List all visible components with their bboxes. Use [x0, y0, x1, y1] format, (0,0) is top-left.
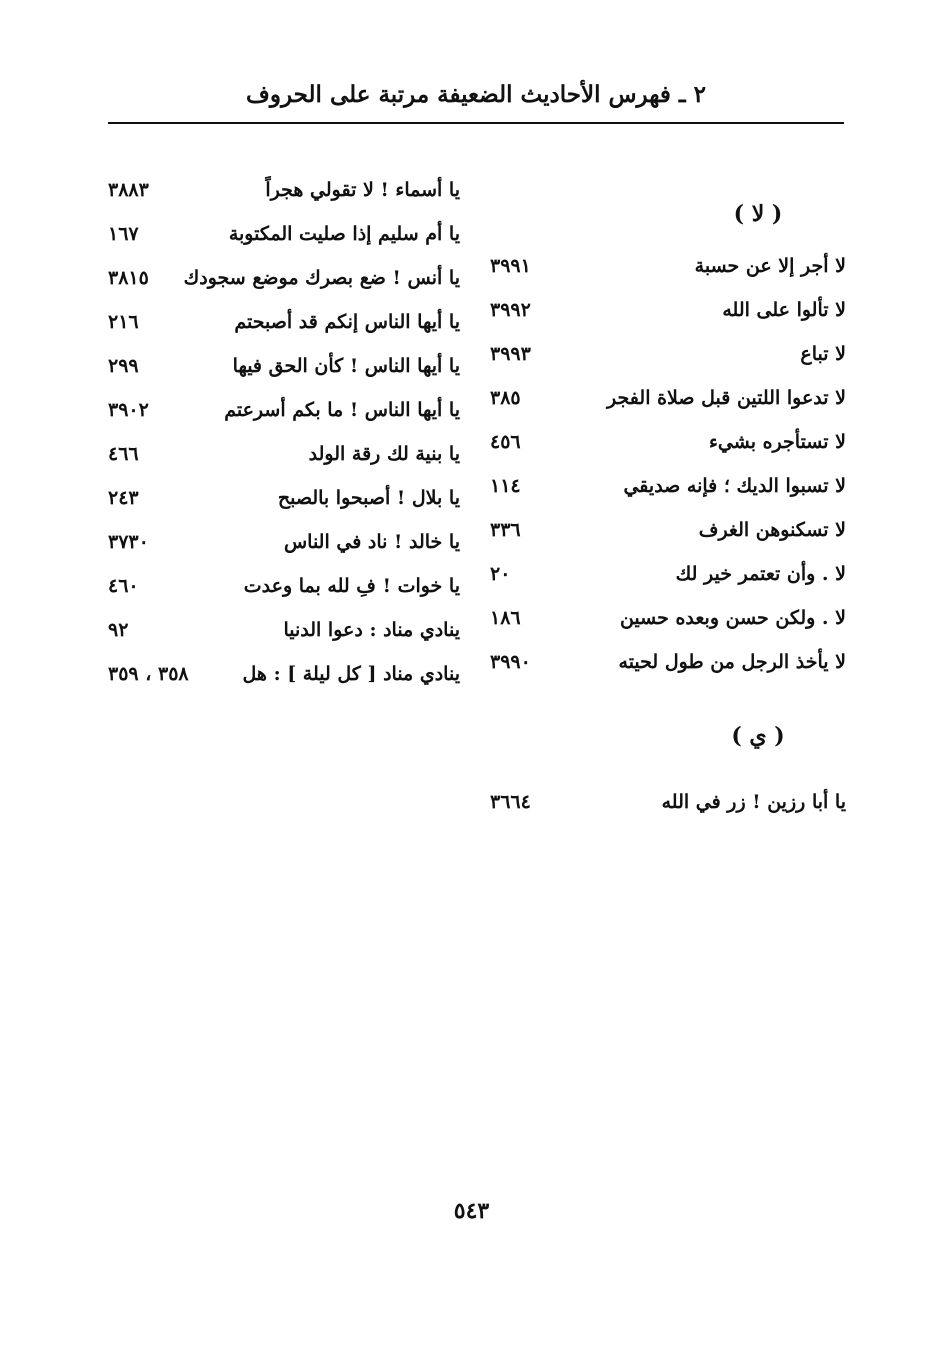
hadith-incipit: لا تباع [800, 343, 846, 365]
hadith-incipit: لا أجر إلا عن حسبة [694, 255, 846, 277]
hadith-number: ٣٥٨ ، ٣٥٩ [108, 663, 189, 685]
hadith-number: ١١٤ [490, 475, 521, 497]
index-entry [108, 520, 460, 564]
hadith-number: ٤٦٦ [108, 443, 139, 465]
index-entry [108, 432, 460, 476]
hadith-incipit: يا خوات ! فِ لله بما وعدت [243, 575, 460, 597]
hadith-number: ١٦٧ [108, 223, 139, 245]
hadith-incipit: لا تألوا على الله [722, 299, 846, 321]
hadith-incipit: يا بنية لك رقة الولد [308, 443, 460, 465]
hadith-number: ٩٢ [108, 619, 129, 641]
hadith-incipit: يا بلال ! أصبحوا بالصبح [277, 487, 460, 509]
hadith-incipit: ينادي مناد [ كل ليلة ] : هل [242, 663, 460, 685]
hadith-incipit: يا أيها الناس ! ما بكم أسرعتم [224, 399, 460, 421]
index-entry [108, 476, 460, 520]
hadith-incipit: لا . وأن تعتمر خير لك [675, 563, 846, 585]
index-entry [490, 780, 846, 824]
hadith-number: ٢٠ [490, 563, 511, 585]
hadith-incipit: ينادي مناد : دعوا الدنيا [283, 619, 460, 641]
section-heading-la: ( لا ) [733, 201, 783, 227]
hadith-number: ٣٣٦ [490, 519, 521, 541]
page-number: ٥٤٣ [453, 1198, 490, 1224]
index-entry [490, 640, 846, 684]
hadith-number: ٣٩٩٢ [490, 299, 531, 321]
index-entry [108, 168, 460, 212]
hadith-number: ٣٩٠٢ [108, 399, 149, 421]
index-entry [490, 420, 846, 464]
hadith-number: ٤٦٠ [108, 575, 139, 597]
hadith-number: ٢٤٣ [108, 487, 139, 509]
hadith-number: ٣٩٩٣ [490, 343, 531, 365]
hadith-incipit: يا أنس ! ضع بصرك موضع سجودك [183, 267, 460, 289]
index-entry [108, 388, 460, 432]
index-entry [108, 564, 460, 608]
hadith-incipit: لا . ولكن حسن وبعده حسين [619, 607, 846, 629]
hadith-number: ٢٩٩ [108, 355, 139, 377]
index-entry [108, 256, 460, 300]
index-entry [490, 464, 846, 508]
hadith-number: ٣٨٨٣ [108, 179, 149, 201]
hadith-incipit: يا أسماء ! لا تقولي هجراً [265, 179, 460, 201]
header-rule [108, 122, 844, 124]
hadith-number: ٣٨١٥ [108, 267, 149, 289]
index-entry [490, 508, 846, 552]
hadith-number: ٢١٦ [108, 311, 139, 333]
hadith-number: ٣٦٦٤ [490, 791, 531, 813]
index-entry [108, 300, 460, 344]
page-header-title: ٢ ـ فهرس الأحاديث الضعيفة مرتبة على الحروف [246, 81, 706, 108]
index-entry [108, 212, 460, 256]
index-entry [108, 608, 460, 652]
hadith-number: ١٨٦ [490, 607, 521, 629]
hadith-incipit: لا تستأجره بشيء [708, 431, 846, 453]
hadith-incipit: يا أبا رزين ! زر في الله [661, 791, 846, 813]
hadith-number: ٣٩٩٠ [490, 651, 531, 673]
index-entry [490, 596, 846, 640]
hadith-number: ٣٨٥ [490, 387, 521, 409]
hadith-number: ٣٧٣٠ [108, 531, 149, 553]
hadith-incipit: لا تسكنوهن الغرف [698, 519, 846, 541]
hadith-incipit: لا تدعوا اللتين قبل صلاة الفجر [607, 387, 846, 409]
index-entry [490, 552, 846, 596]
index-column-right [490, 168, 846, 824]
hadith-number: ٤٥٦ [490, 431, 521, 453]
hadith-number: ٣٩٩١ [490, 255, 531, 277]
index-entry [490, 244, 846, 288]
section-heading-ya: ( ي ) [731, 723, 785, 749]
index-entry [490, 332, 846, 376]
index-entry [490, 288, 846, 332]
index-entry [490, 376, 846, 420]
hadith-incipit: يا أيها الناس ! كأن الحق فيها [232, 355, 460, 377]
hadith-incipit: يا أم سليم إذا صليت المكتوبة [228, 223, 460, 245]
index-entry [108, 344, 460, 388]
index-entry [108, 652, 460, 696]
hadith-incipit: يا أيها الناس إنكم قد أصبحتم [234, 311, 460, 333]
index-column-left [108, 168, 460, 696]
hadith-incipit: لا تسبوا الديك ؛ فإنه صديقي [623, 475, 846, 497]
hadith-incipit: يا خالد ! ناد في الناس [283, 531, 460, 553]
hadith-incipit: لا يأخذ الرجل من طول لحيته [618, 651, 846, 673]
